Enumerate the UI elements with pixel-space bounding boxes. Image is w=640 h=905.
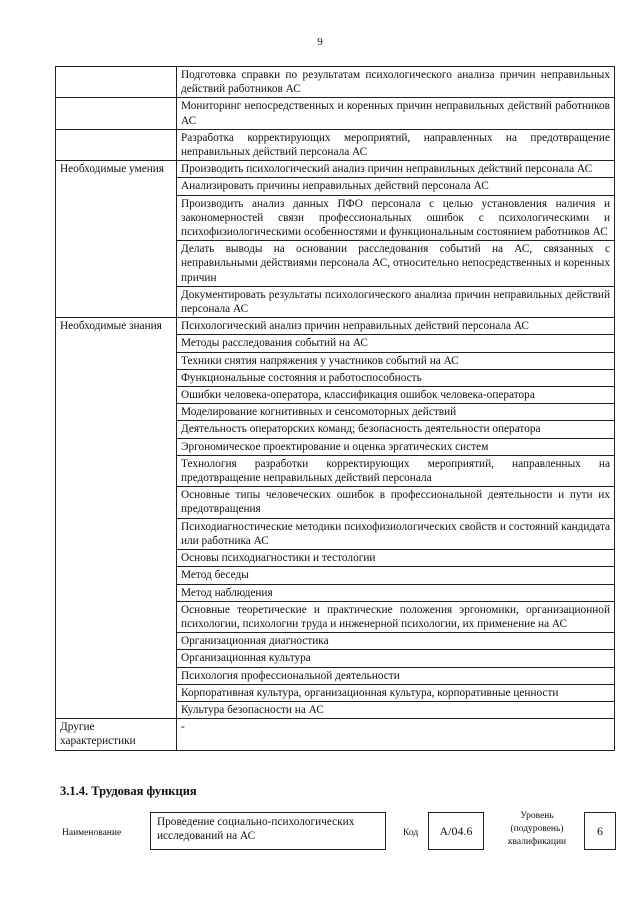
table-cell: Разработка корректирующих мероприятий, направленных на предотвращение неправильных действий персонала АС — [177, 129, 615, 160]
table-cell: Культура безопасности на АС — [177, 701, 615, 718]
table-cell: Моделирование когнитивных и сенсомоторных действий — [177, 404, 615, 421]
table-cell: Подготовка справки по результатам психологического анализа причин неправильных действий работников АС — [177, 67, 615, 98]
table-cell: Психологический анализ причин неправильных действий персонала АС — [177, 318, 615, 335]
table-cell: Метод беседы — [177, 567, 615, 584]
table-cell: Психология профессиональной деятельности — [177, 667, 615, 684]
table-row — [56, 129, 615, 160]
skills-label: Необходимые умения — [56, 161, 177, 318]
table-cell: Психодиагностические методики психофизиологических свойств и состояний кандидата или работника АС — [177, 518, 615, 549]
page-number: 9 — [317, 36, 323, 48]
empty-label-cell — [56, 129, 177, 160]
table-cell: Корпоративная культура, организационная культура, корпоративные ценности — [177, 684, 615, 701]
table-cell: Метод наблюдения — [177, 584, 615, 601]
table-cell: Техники снятия напряжения у участников событий на АС — [177, 352, 615, 369]
table-cell: Функциональные состояния и работоспособность — [177, 369, 615, 386]
code-value-box: A/04.6 — [428, 812, 484, 850]
requirements-table — [55, 66, 615, 751]
code-label: Код — [403, 828, 419, 838]
table-cell: Методы расследования событий на АС — [177, 335, 615, 352]
table-row — [56, 719, 615, 750]
table-cell: Эргономическое проектирование и оценка эргатических систем — [177, 438, 615, 455]
table-cell: Организационная культура — [177, 650, 615, 667]
level-label: Уровень (подуровень) квалификации — [507, 811, 567, 847]
empty-label-cell — [56, 98, 177, 129]
table-cell: Организационная диагностика — [177, 633, 615, 650]
table-cell: Мониторинг непосредственных и коренных причин неправильных действий работников АС — [177, 98, 615, 129]
table-cell: Делать выводы на основании расследования событий на АС, связанных с неправильными действиями персонала АС, относительно непосредственных и коренных причин — [177, 241, 615, 287]
table-row — [56, 98, 615, 129]
section-title: 3.1.4. Трудовая функция — [60, 784, 197, 798]
labor-function-block — [60, 810, 620, 860]
other-label: Другие характеристики — [56, 719, 177, 750]
other-value: - — [177, 719, 615, 750]
table-row — [56, 318, 615, 335]
name-label: Наименование — [62, 828, 122, 838]
table-cell: Основы психодиагностики и тестологии — [177, 550, 615, 567]
table-row — [56, 161, 615, 178]
table-row — [56, 67, 615, 98]
name-value-box: Проведение социально-психологических исследований на АС — [150, 812, 386, 850]
table-cell: Деятельность операторских команд; безопасность деятельности оператора — [177, 421, 615, 438]
level-value-box: 6 — [584, 812, 616, 850]
table-cell: Производить анализ данных ПФО персонала с целью установления наличия и закономерностей связи профессиональных ошибок с психологическими и психофизиологическими особенностями и функциональным состоянием работников АС — [177, 195, 615, 241]
table-cell: Ошибки человека-оператора, классификация ошибок человека-оператора — [177, 387, 615, 404]
table-cell: Анализировать причины неправильных действий персонала АС — [177, 178, 615, 195]
table-cell: Технология разработки корректирующих мероприятий, направленных на предотвращение неправильных действий персонала — [177, 455, 615, 486]
knowledge-label: Необходимые знания — [56, 318, 177, 719]
table-cell: Основные типы человеческих ошибок в профессиональной деятельности и пути их предотвращения — [177, 487, 615, 518]
empty-label-cell — [56, 67, 177, 98]
table-cell: Основные теоретические и практические положения эргономики, организационной психологии, психологии труда и инженерной психологии, их применение на АС — [177, 601, 615, 632]
table-cell: Документировать результаты психологического анализа причин неправильных действий персонала АС — [177, 286, 615, 317]
table-cell: Производить психологический анализ причин неправильных действий персонала АС — [177, 161, 615, 178]
